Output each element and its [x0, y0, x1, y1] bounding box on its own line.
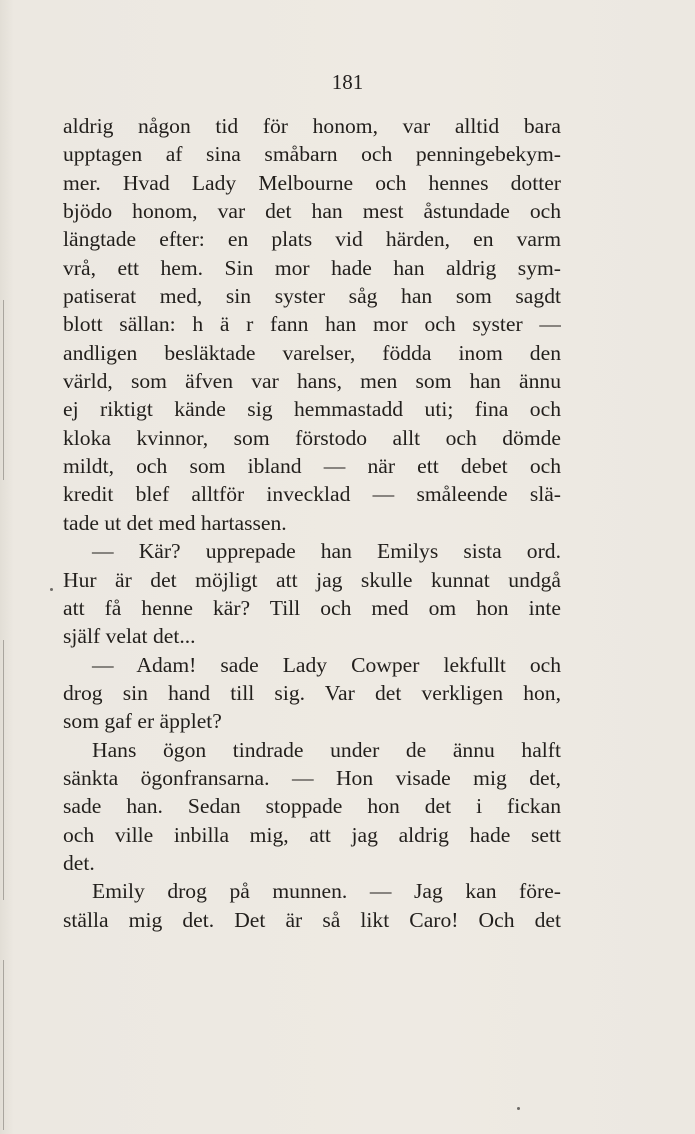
- text-line: värld, som äfven var hans, men som han ännu: [63, 369, 561, 394]
- text-line: Hur är det möjligt att jag skulle kunnat undgå: [63, 567, 561, 592]
- text-line: tade ut det med hartassen.: [63, 510, 287, 535]
- text-line: sänkta ögonfransarna. — Hon visade mig det,: [63, 765, 561, 790]
- page-edge-mark: [3, 300, 4, 480]
- text-line: vrå, ett hem. Sin mor hade han aldrig sym-: [63, 255, 561, 280]
- text-line: blott sällan: h ä r fann han mor och syster —: [63, 312, 561, 337]
- body-text: [63, 112, 561, 934]
- text-line: andligen besläktade varelser, födda inom den: [63, 340, 561, 365]
- text-line: själf velat det...: [63, 624, 196, 649]
- text-line: ställa mig det. Det är så likt Caro! Och det: [63, 907, 561, 932]
- page-number: 181: [331, 70, 364, 94]
- text-line: drog sin hand till sig. Var det verkligen hon,: [63, 680, 561, 705]
- text-line: upptagen af sina småbarn och penningebekym-: [63, 142, 561, 167]
- text-line: ej riktigt kände sig hemmastadd uti; fina och: [63, 397, 561, 422]
- text-line: som gaf er äpplet?: [63, 709, 222, 734]
- text-line: kloka kvinnor, som förstodo allt och dömde: [63, 425, 561, 450]
- text-line: kredit blef alltför invecklad — småleende slä-: [63, 482, 561, 507]
- page-edge-mark: [3, 640, 4, 900]
- text-line: och ville inbilla mig, att jag aldrig hade sett: [63, 822, 561, 847]
- text-line: det.: [63, 850, 95, 875]
- text-line: Emily drog på munnen. — Jag kan före-: [92, 879, 561, 904]
- text-line: sade han. Sedan stoppade hon det i fickan: [63, 794, 561, 819]
- paper-speck: [517, 1107, 520, 1110]
- text-line: bjödo honom, var det han mest åstundade och: [63, 199, 561, 224]
- paper-speck: [50, 588, 53, 591]
- text-line: — Kär? upprepade han Emilys sista ord.: [92, 539, 561, 564]
- page-edge-mark: [3, 960, 4, 1130]
- text-line: mer. Hvad Lady Melbourne och hennes dotter: [63, 170, 561, 195]
- text-line: Hans ögon tindrade under de ännu halft: [92, 737, 561, 762]
- text-line: — Adam! sade Lady Cowper lekfullt och: [92, 652, 561, 677]
- text-line: mildt, och som ibland — när ett debet och: [63, 454, 561, 479]
- text-line: patiserat med, sin syster såg han som sagdt: [63, 284, 561, 309]
- text-line: aldrig någon tid för honom, var alltid bara: [63, 114, 561, 138]
- text-line: att få henne kär? Till och med om hon inte: [63, 595, 561, 620]
- text-line: längtade efter: en plats vid härden, en varm: [63, 227, 561, 252]
